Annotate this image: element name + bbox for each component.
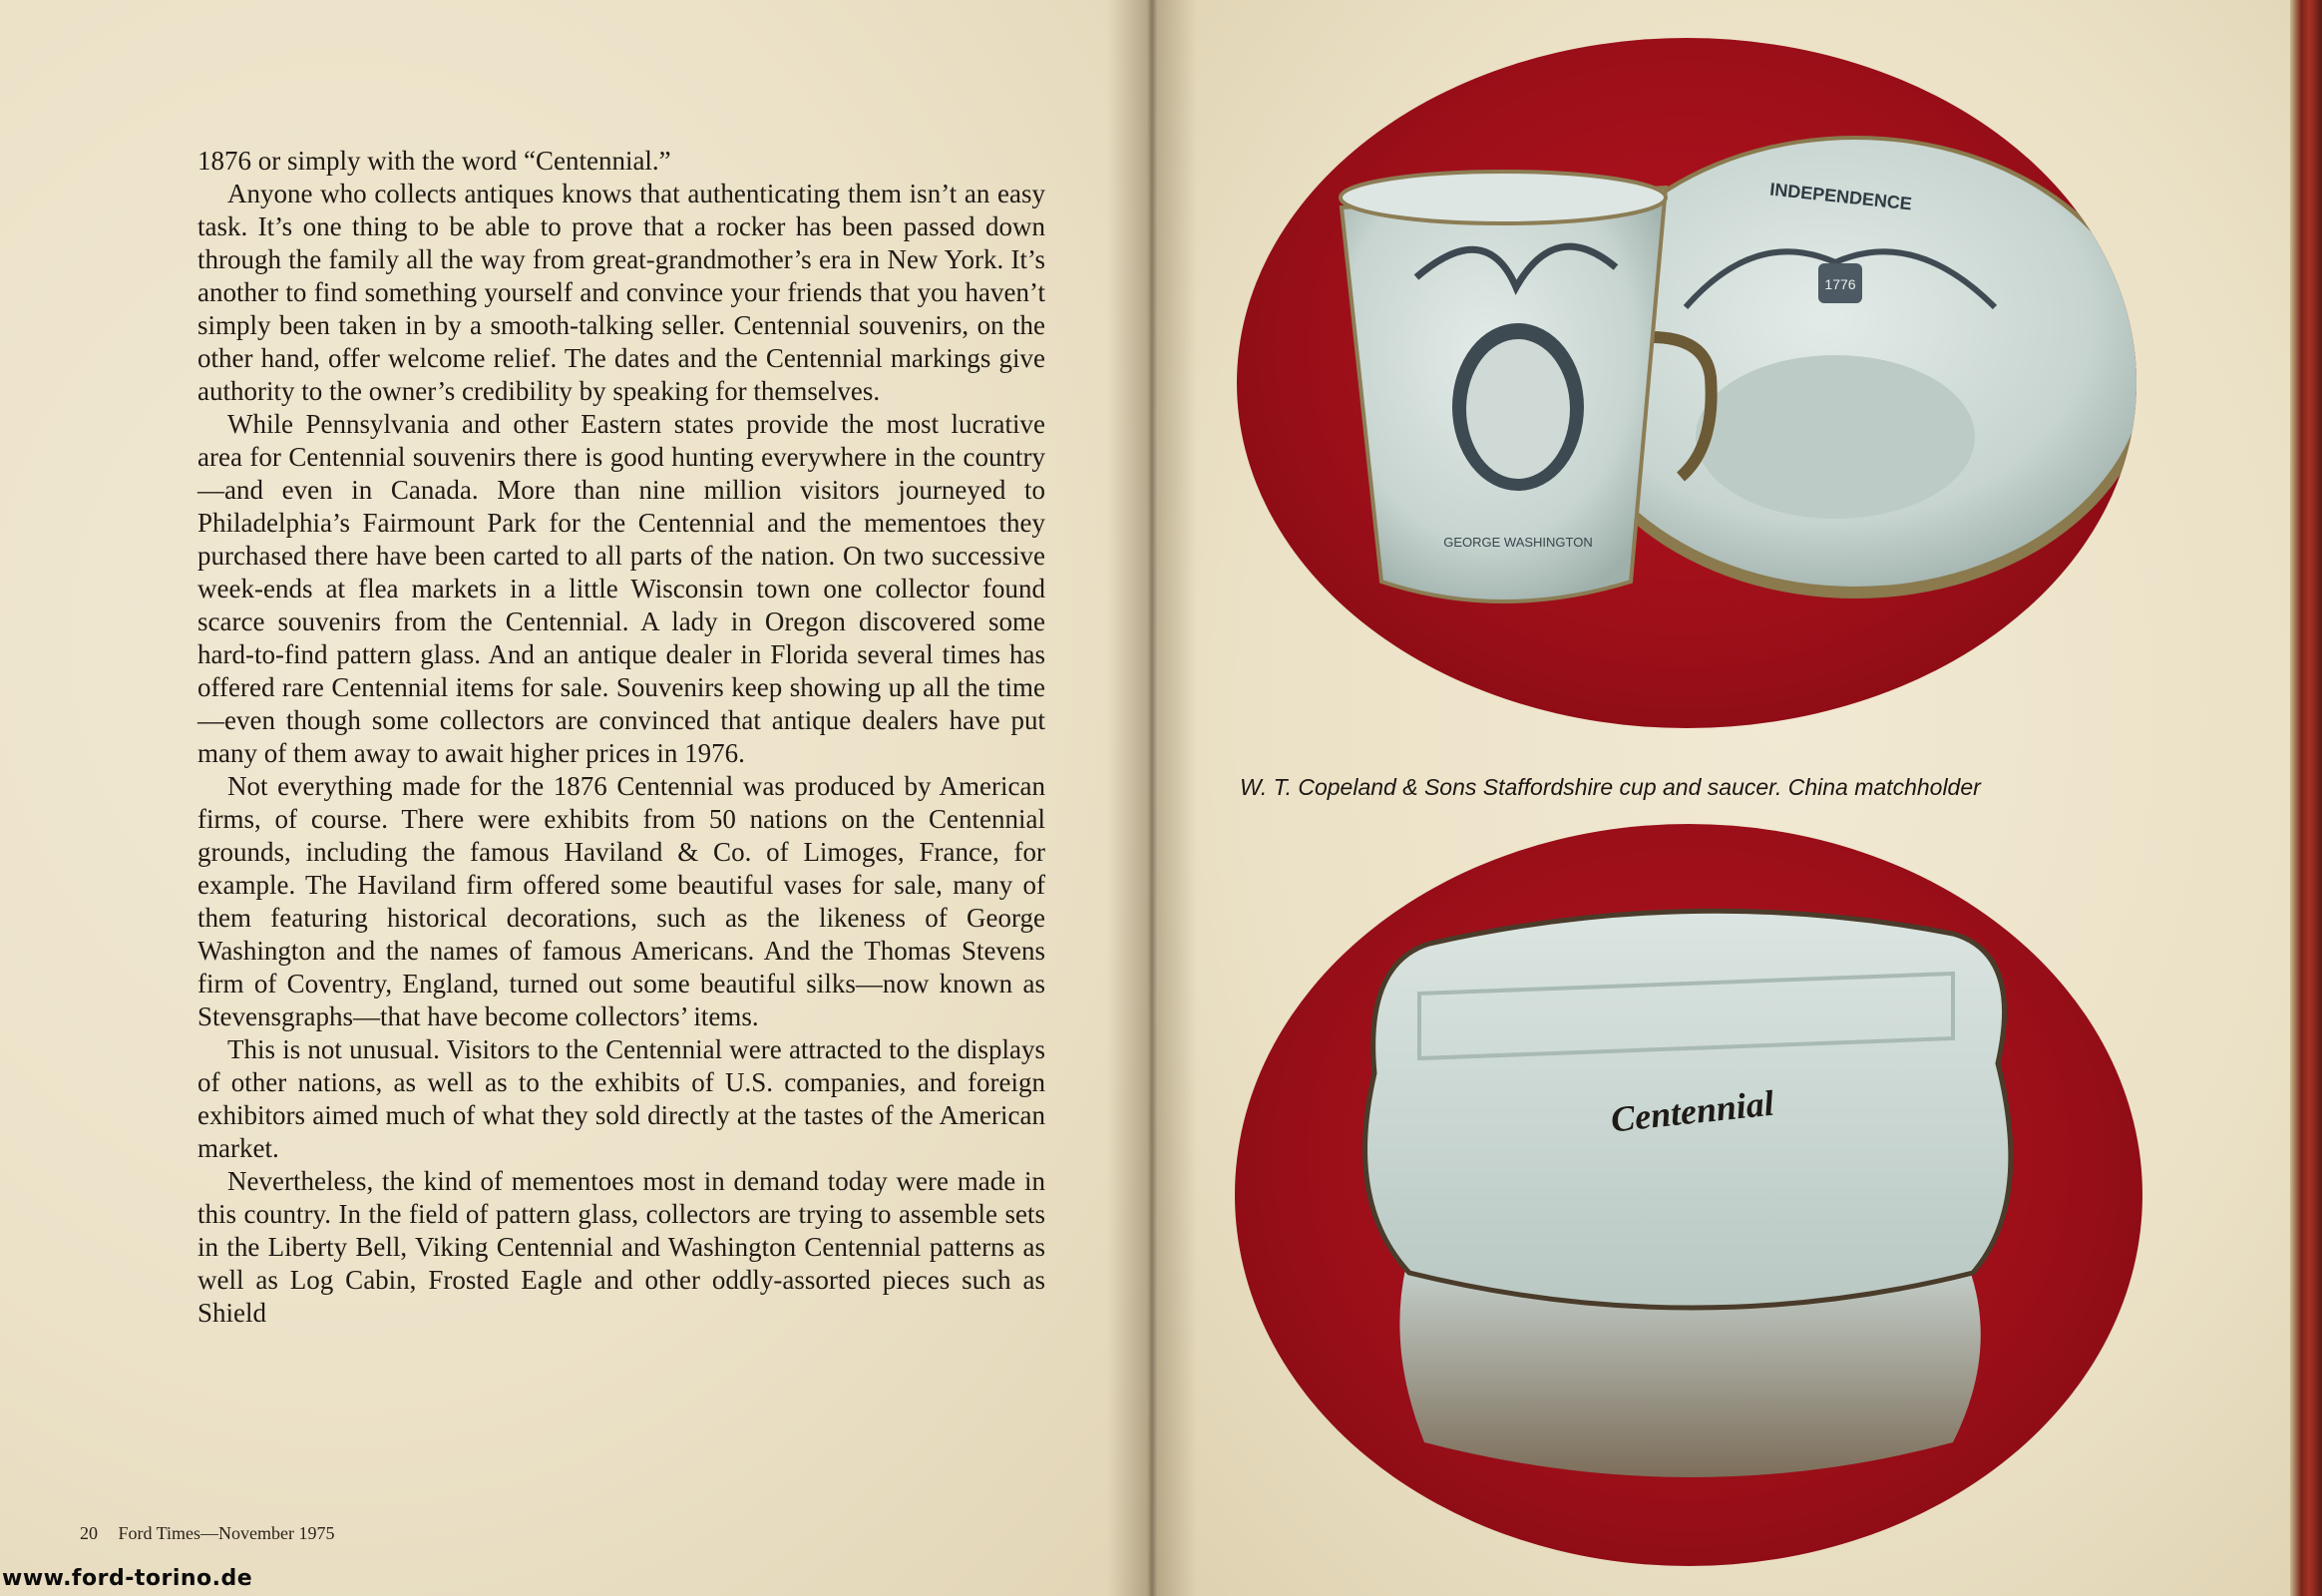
page-footer — [80, 1523, 351, 1544]
page-edge — [2290, 0, 2322, 1596]
cup-rim — [1341, 172, 1666, 223]
matchholder-illustration — [1235, 824, 2142, 1566]
cup-and-saucer-illustration — [1237, 38, 2136, 728]
article-paragraph: This is not unusual. Visitors to the Centennial were attracted to the displays of other nations, as well as to the exhibits of U.S. companies, and foreign exhibitors aimed much of what they sold directly at the tastes of the American market. — [197, 1034, 1045, 1163]
saucer-inscription: INDEPENDENCE — [1768, 179, 1913, 214]
cup-and-saucer-photo — [1237, 38, 2136, 728]
left-page — [0, 0, 1147, 1596]
publication-line: Ford Times—November 1975 — [118, 1523, 335, 1543]
article-body — [197, 145, 1045, 1330]
article-paragraph: 1876 or simply with the word “Centennial.” — [197, 146, 671, 176]
page-gutter — [1107, 0, 1197, 1596]
saucer-shield-text: 1776 — [1824, 276, 1856, 292]
article-paragraph: Not everything made for the 1876 Centennial was produced by American firms, of course. There were exhibits from 50 nations on the Centennial grounds, including the famous Haviland & Co. of Limoges, France, for example. The Haviland firm offered some beautiful vases for sale, many of them featuring historical decorations, such as the likeness of George Washington and the names of famous Americans. And the Thomas Stevens firm of Coventry, England, turned out some beautiful silks—now known as Stevensgraphs—that have become collectors’ items. — [197, 771, 1045, 1031]
cup-inscription: GEORGE WASHINGTON — [1443, 535, 1593, 550]
photo-caption: W. T. Copeland & Sons Staffordshire cup and saucer. China matchholder — [1240, 774, 1981, 800]
article-paragraph: Anyone who collects antiques knows that authenticating them isn’t an easy task. It’s one thing to be able to prove that a rocker has been passed down through the family all the way from great-grandmother’s era in New York. It’s another to find something yourself and convince your friends that you haven’t simply been taken in by a smooth-talking seller. Centennial souvenirs, on the other hand, offer welcome relief. The dates and the Centennial markings give authority to the owner’s credibility by speaking for themselves. — [197, 179, 1045, 406]
page-number: 20 — [80, 1523, 98, 1543]
box-inscription: Centennial — [1609, 1082, 1776, 1140]
article-paragraph: While Pennsylvania and other Eastern states provide the most lucrative area for Centennial souvenirs there is good hunting everywhere in the country—and even in Canada. More than nine million visitors journeyed to Philadelphia’s Fairmount Park for the Centennial and the mementoes they purchased there have been carted to all parts of the nation. On two successive week-ends at flea markets in a little Wisconsin town one collector found scarce souvenirs from the Centennial. A lady in Oregon discovered some hard-to-find pattern glass. And an antique dealer in Florida several times has offered rare Centennial items for sale. Souvenirs keep showing up all the time—even though some collectors are convinced that antique dealers have put many of them away to await higher prices in 1976. — [197, 409, 1045, 768]
saucer-well — [1696, 355, 1975, 519]
site-watermark: www.ford-torino.de — [2, 1566, 253, 1591]
portrait-face — [1466, 339, 1570, 479]
article-paragraph: Nevertheless, the kind of mementoes most in demand today were made in this country. In the field of pattern glass, collectors are trying to assemble sets in the Liberty Bell, Viking Centennial and Washington Centennial patterns as well as Log Cabin, Frosted Eagle and other oddly-assorted pieces such as Shield — [197, 1166, 1045, 1328]
matchholder-photo — [1235, 824, 2142, 1566]
